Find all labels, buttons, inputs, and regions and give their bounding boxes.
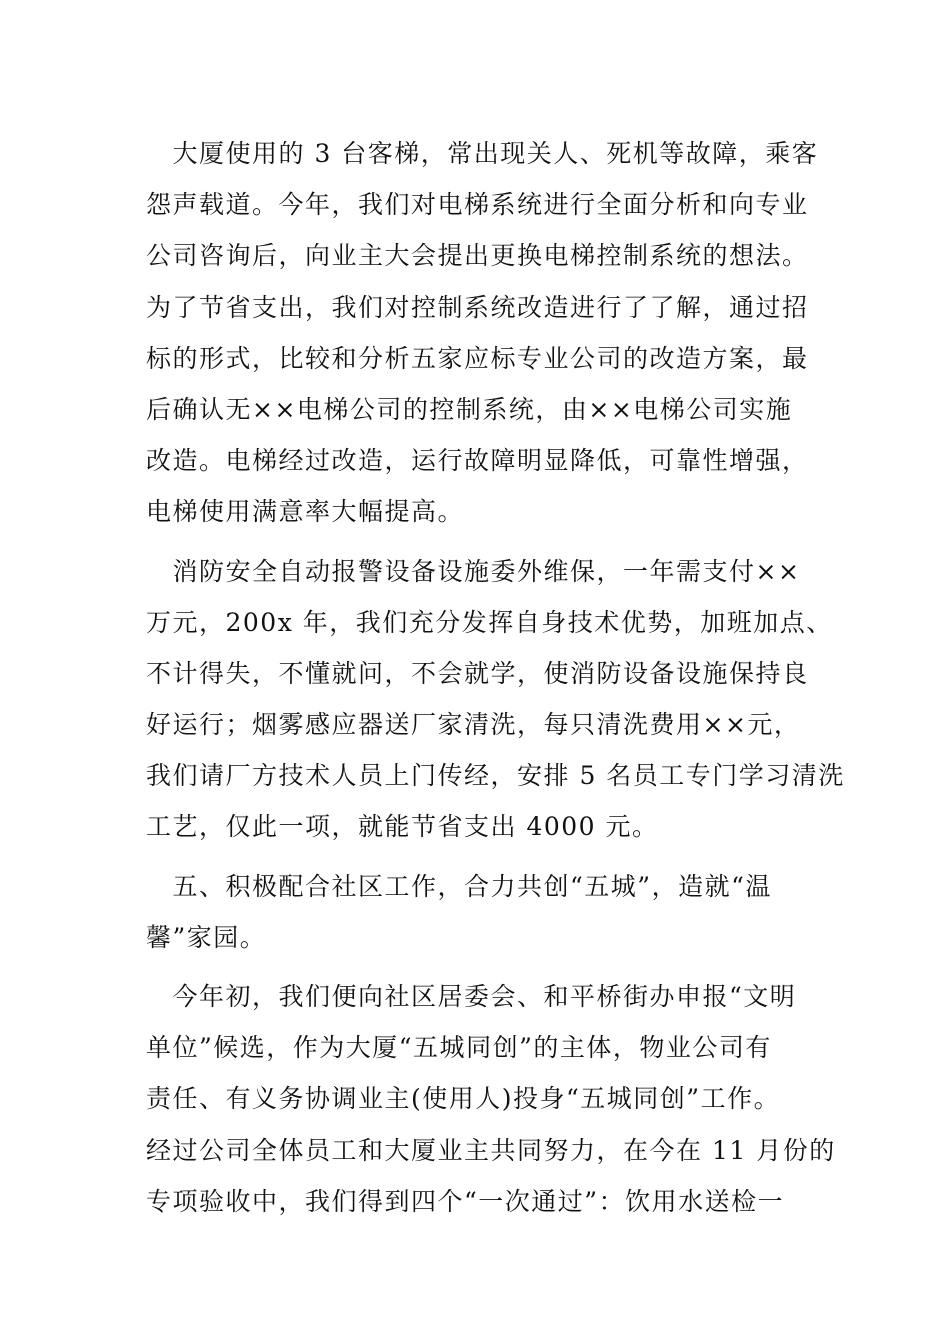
text-line: 为了节省支出，我们对控制系统改造进行了了解，通过招 (146, 292, 809, 322)
text-line: 我们请厂方技术人员上门传经，安排 5 名员工专门学习清洗 (146, 761, 845, 791)
text-line: 改造。电梯经过改造，运行故障明显降低，可靠性增强， (146, 446, 809, 476)
text-line: 万元，200x 年，我们充分发挥自身技术优势，加班加点、 (146, 607, 833, 637)
text-line: 经过公司全体员工和大厦业主共同努力，在今在 11 月份的 (146, 1135, 836, 1165)
text-line: 专项验收中，我们得到四个“一次通过”：饮用水送检一 (146, 1186, 785, 1216)
section-heading-line: 五、积极配合社区工作，合力共创“五城”，造就“温 (146, 871, 772, 901)
text-line: 大厦使用的 3 台客梯，常出现关人、死机等故障，乘客 (146, 139, 819, 168)
text-line: 今年初，我们便向社区居委会、和平桥街办申报“文明 (146, 982, 797, 1011)
text-line: 电梯使用满意率大幅提高。 (146, 497, 465, 527)
text-line: 标的形式，比较和分析五家应标专业公司的改造方案，最 (146, 343, 809, 373)
text-line: 单位”候选，作为大厦“五城同创”的主体，物业公司有 (146, 1033, 772, 1063)
text-line: 责任、有义务协调业主(使用人)投身“五城同创”工作。 (146, 1084, 781, 1114)
text-line: 消防安全自动报警设备设施委外维保，一年需支付×× (146, 556, 801, 586)
text-line: 怨声载道。今年，我们对电梯系统进行全面分析和向专业 (146, 190, 809, 220)
text-line: 公司咨询后，向业主大会提出更换电梯控制系统的想法。 (146, 241, 809, 271)
text-line: 好运行；烟雾感应器送厂家清洗，每只清洗费用××元， (146, 710, 801, 740)
document-body (146, 128, 845, 1227)
text-line: 后确认无××电梯公司的控制系统，由××电梯公司实施 (146, 394, 793, 424)
text-line: 不计得失，不懂就问，不会就学，使消防设备设施保持良 (146, 658, 809, 688)
text-line: 工艺，仅此一项，就能节省支出 4000 元。 (146, 812, 659, 842)
section-heading-line: 馨”家园。 (146, 922, 267, 952)
